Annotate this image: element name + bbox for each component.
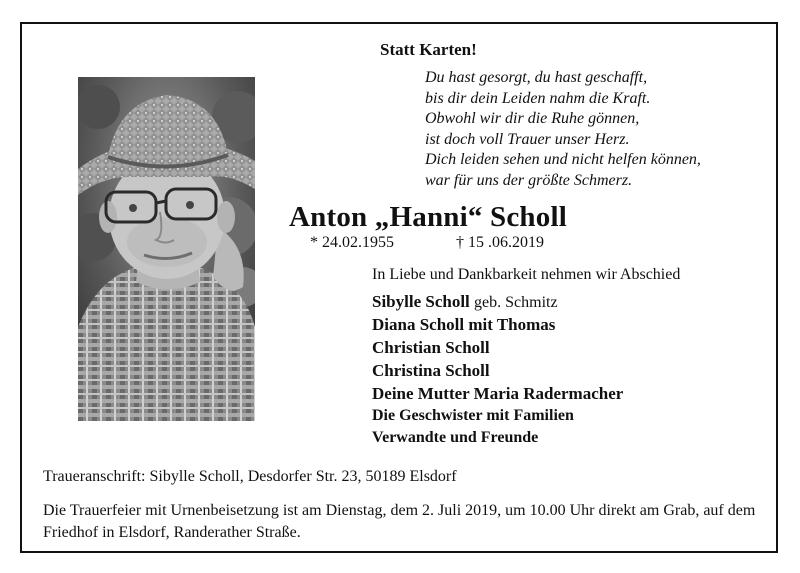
poem-line: Obwohl wir dir die Ruhe gönnen, [425,110,640,127]
portrait-illustration [78,77,255,421]
mourner-row [372,407,623,429]
poem-line: Du hast gesorgt, du hast geschafft, [425,69,648,86]
notice-heading: Statt Karten! [380,40,477,59]
portrait-photo [78,77,255,421]
poem-line: ist doch voll Trauer unser Herz. [425,130,630,148]
death-date: † 15 .06.2019 [456,234,544,251]
mourner-name: Deine Mutter Maria Radermacher [372,384,624,403]
mourner-name: Verwandte und Freunde [372,429,539,446]
mourner-name: Diana Scholl mit Thomas [372,315,556,334]
poem-line: Dich leiden sehen und nicht helfen können, [425,151,701,168]
poem-line: war für uns der größte Schmerz. [425,171,633,189]
mourner-name: Die Geschwister mit Familien [372,407,574,424]
deceased-name: Anton „Hanni“ Scholl [289,201,567,233]
mourner-row [372,429,623,451]
ceremony-details: Die Trauerfeier mit Urnenbeisetzung ist am Dienstag, dem 2. Juli 2019, um 10.00 Uhr direkt am Grab, auf dem Friedhof in Elsdorf, Randerather Straße. [43,502,756,541]
mourner-name: Christian Scholl [372,338,490,357]
mourner-row [372,384,623,407]
mourner-name: Christina Scholl [372,361,490,380]
mourner-name: Sibylle Scholl [372,292,470,311]
poem-line: bis dir dein Leiden nahm die Kraft. [425,89,651,107]
mourner-note: geb. Schmitz [474,294,558,311]
mourner-row [372,338,623,361]
mourners-list [372,292,623,451]
mourning-address: Traueranschrift: Sibylle Scholl, Desdorfer Str. 23, 50189 Elsdorf [43,468,457,485]
memorial-poem [425,68,701,191]
mourner-row [372,292,623,315]
birth-date: * 24.02.1955 [310,234,394,251]
mourner-row [372,315,623,338]
farewell-intro: In Liebe und Dankbarkeit nehmen wir Abschied [372,266,681,283]
mourner-row [372,361,623,384]
